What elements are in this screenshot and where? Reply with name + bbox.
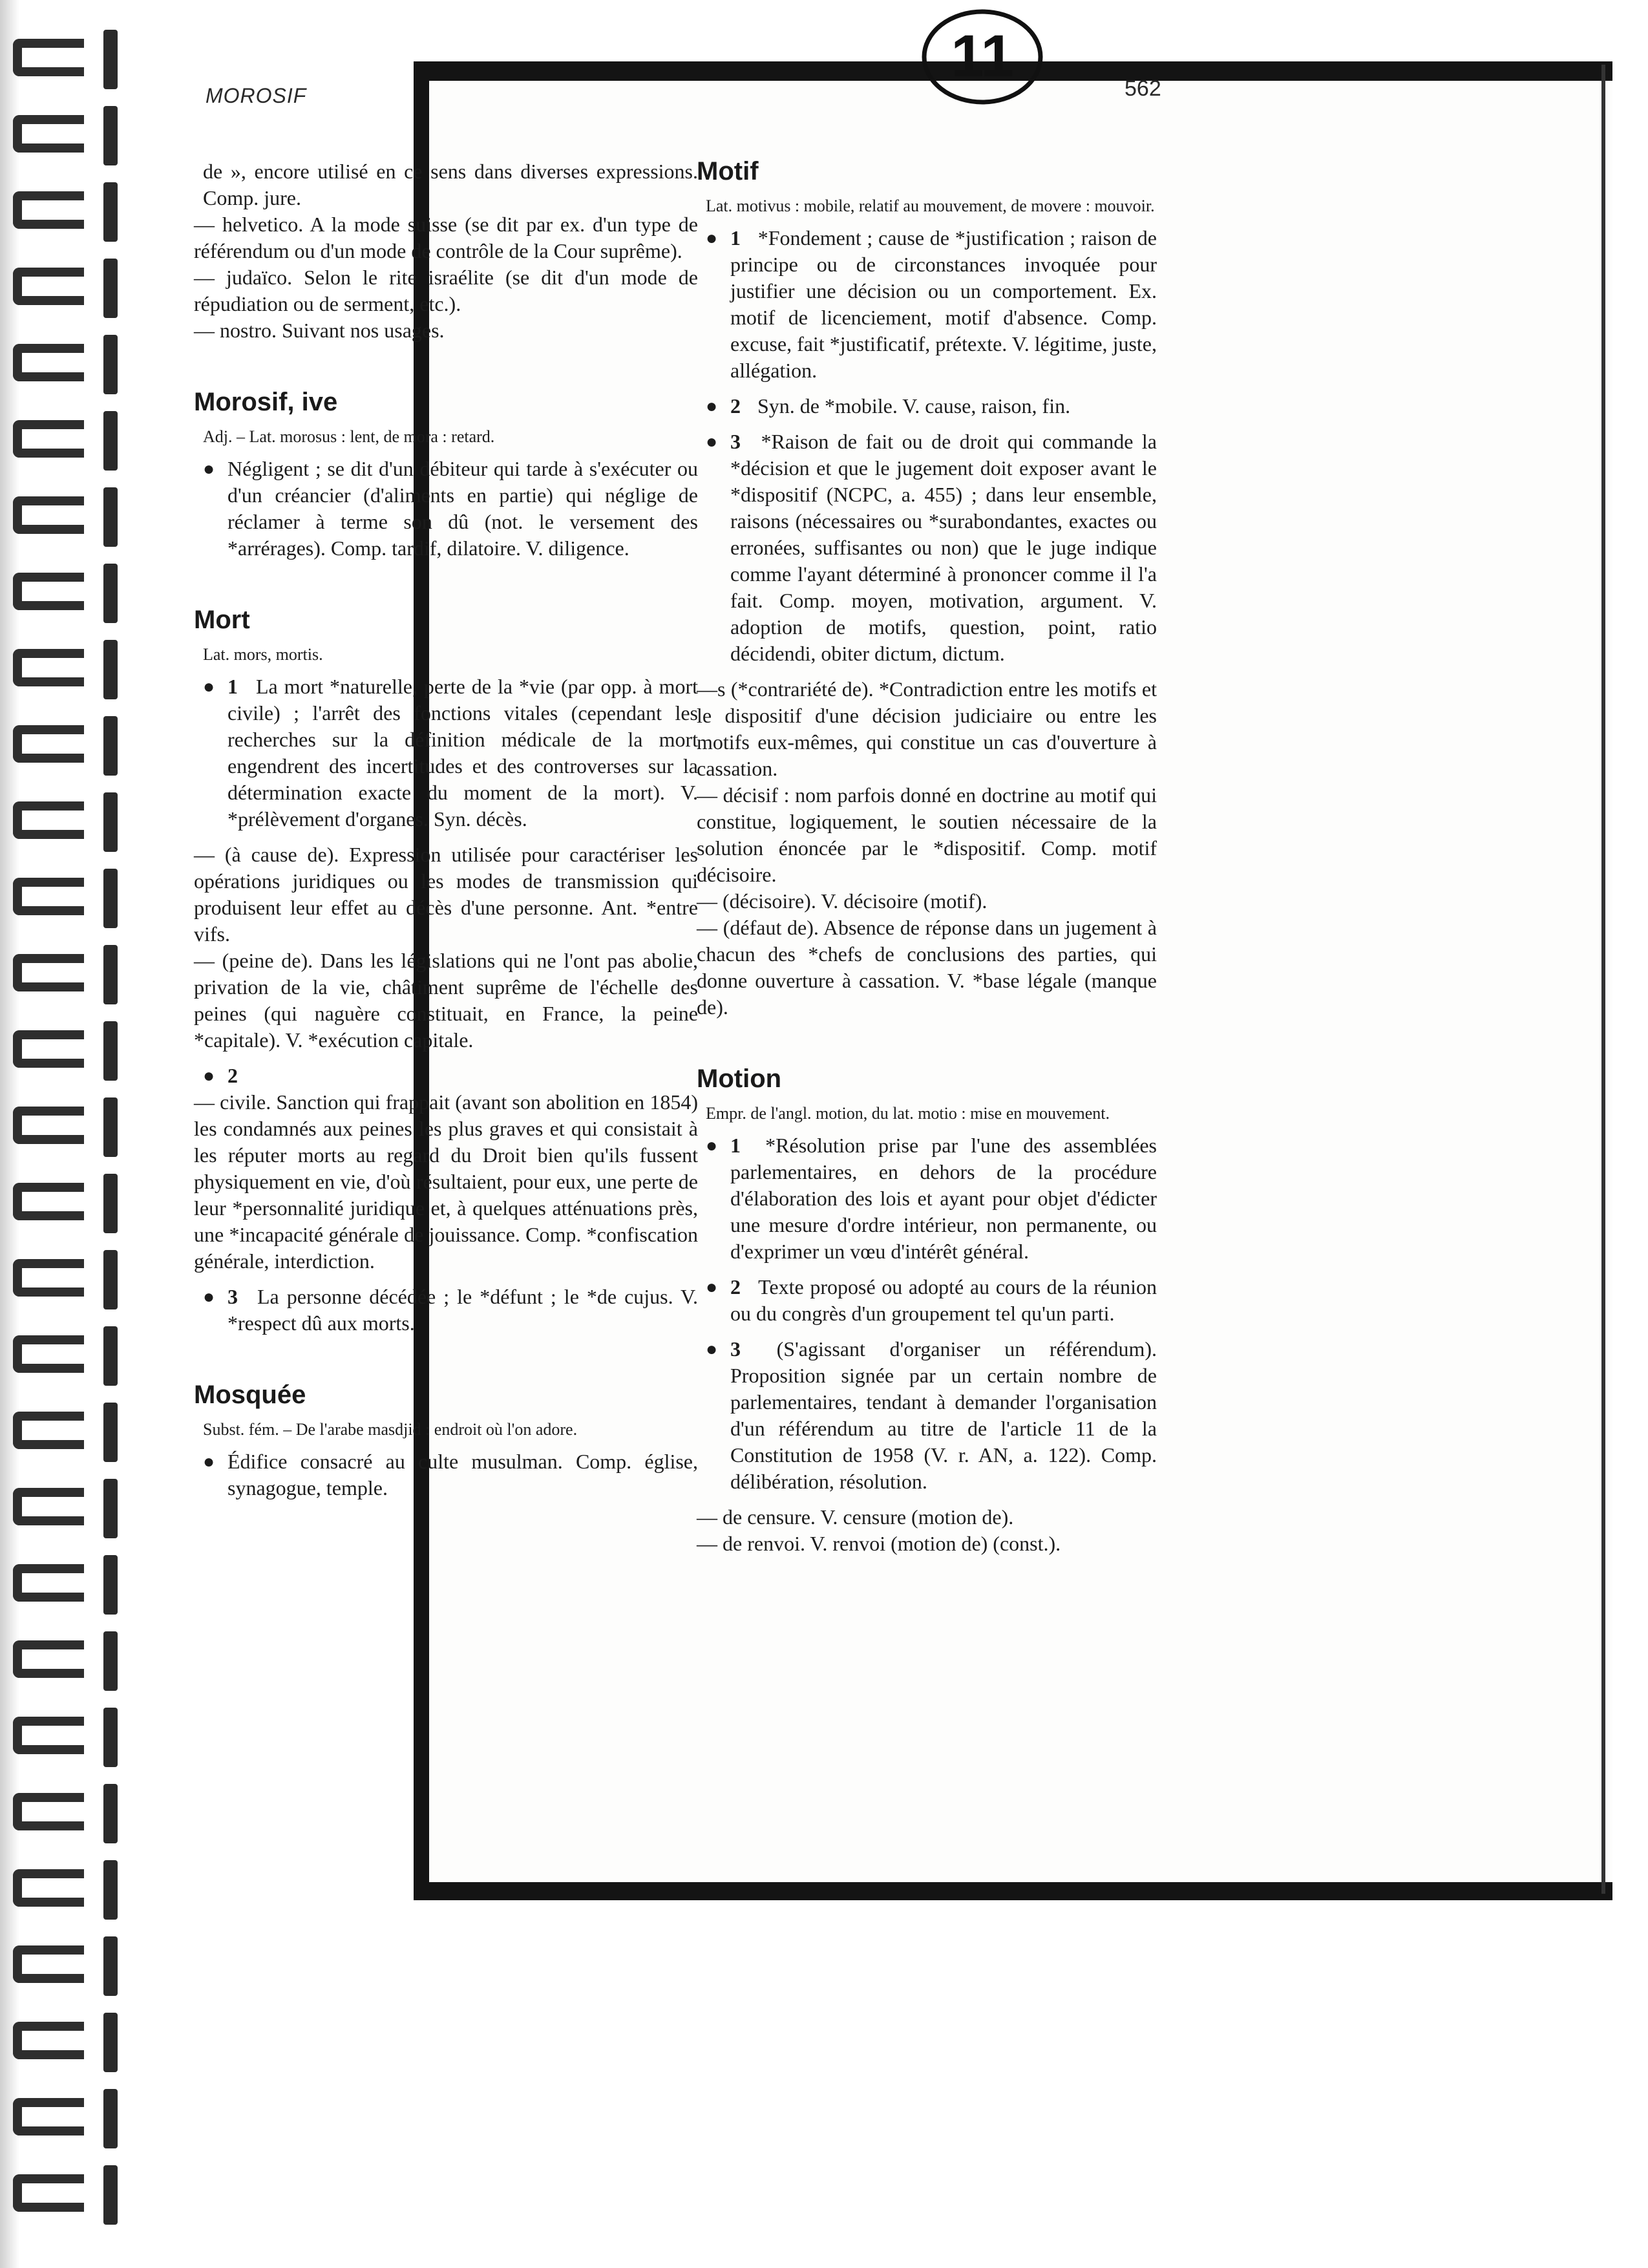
binding-ring bbox=[13, 801, 120, 839]
bullet-icon: ● bbox=[203, 676, 215, 697]
ring-curve bbox=[13, 344, 84, 381]
ring-post bbox=[103, 640, 118, 699]
ring-post bbox=[103, 411, 118, 471]
sense-text: (S'agissant d'organiser un référendum). Proposition signée par un certain nombre de parlementaires, tendant à demander l'organisation d'un référendum au titre de l'article 11 de la Constitution de 1958 (V. r. AN, a. 122). Comp. délibération, résolution. bbox=[730, 1337, 1157, 1493]
binding-ring bbox=[13, 1259, 120, 1297]
binding-ring bbox=[13, 1869, 120, 1907]
ring-post bbox=[103, 1936, 118, 1996]
ring-curve bbox=[13, 1564, 84, 1602]
page-number: 562 bbox=[1125, 76, 1161, 101]
binding-ring bbox=[13, 1412, 120, 1449]
bullet-icon: ● bbox=[706, 431, 718, 452]
ring-curve bbox=[13, 1412, 84, 1449]
ring-curve bbox=[13, 573, 84, 610]
binding-ring bbox=[13, 1564, 120, 1602]
sense bbox=[194, 1284, 698, 1337]
etymology: Lat. mors, mortis. bbox=[203, 645, 323, 664]
ring-post bbox=[103, 106, 118, 165]
binding-ring bbox=[13, 1640, 120, 1678]
ring-post bbox=[103, 30, 118, 89]
ring-post bbox=[103, 182, 118, 242]
ring-post bbox=[103, 1021, 118, 1081]
spiral-binding bbox=[0, 0, 129, 2268]
ring-curve bbox=[13, 725, 84, 763]
ring-post bbox=[103, 2165, 118, 2225]
sub-entry: — (défaut de). Absence de réponse dans un jugement à chacun des *chefs de conclusions des parties, qui donne ouverture à cassation. V. *base légale (manque de). bbox=[697, 916, 1157, 1019]
binding-ring bbox=[13, 39, 120, 76]
ring-curve bbox=[13, 1183, 84, 1220]
ring-curve bbox=[13, 1488, 84, 1525]
sub-entry: — (décisoire). V. décisoire (motif). bbox=[697, 889, 988, 913]
headword-motion: Motion bbox=[697, 1065, 782, 1093]
sense-number: 2 bbox=[227, 1064, 238, 1087]
binding-ring bbox=[13, 1335, 120, 1373]
ring-post bbox=[103, 487, 118, 547]
sense-number: 2 bbox=[730, 394, 741, 418]
ring-curve bbox=[13, 2098, 84, 2136]
ring-curve bbox=[13, 39, 84, 76]
ring-post bbox=[103, 2013, 118, 2072]
headword-mort: Mort bbox=[194, 606, 250, 634]
etymology: Subst. fém. – De l'arabe masdjid : endroit où l'on adore. bbox=[203, 1420, 578, 1439]
binding-ring bbox=[13, 573, 120, 610]
continued-text: de », encore utilisé en ce sens dans diverses expressions. Comp. jure. bbox=[203, 160, 698, 209]
ring-curve bbox=[13, 649, 84, 686]
left-column bbox=[194, 158, 698, 1510]
ring-curve bbox=[13, 2174, 84, 2212]
sense-text: *Fondement ; cause de *justification ; raison de principe ou de circonstances invoquée pour justifier une décision ou un comportement. Ex. motif de licenciement, motif d'absence. Comp. excuse, fait *justificatif, prétexte. V. légitime, juste, allégation. bbox=[730, 226, 1157, 382]
ring-post bbox=[103, 1555, 118, 1615]
ring-curve bbox=[13, 496, 84, 534]
sense-text: *Résolution prise par l'une des assemblées parlementaires, en dehors de la procédure d'élaboration des lois et ayant pour objet d'édicter une mesure d'ordre intérieur, non permanente, ou d'exprimer un vœu d'intérêt général. bbox=[730, 1134, 1157, 1263]
sense bbox=[697, 429, 1157, 667]
binding-ring bbox=[13, 2174, 120, 2212]
ring-curve bbox=[13, 420, 84, 458]
sense bbox=[697, 393, 1157, 419]
binding-ring bbox=[13, 420, 120, 458]
ring-post bbox=[103, 259, 118, 318]
headword-morosif: Morosif, ive bbox=[194, 388, 338, 416]
ring-post bbox=[103, 792, 118, 852]
ring-post bbox=[103, 1631, 118, 1691]
ring-curve bbox=[13, 1107, 84, 1144]
etymology: Empr. de l'angl. motion, du lat. motio : mise en mouvement. bbox=[706, 1104, 1110, 1123]
sense bbox=[697, 1132, 1157, 1265]
ring-post bbox=[103, 945, 118, 1004]
ring-post bbox=[103, 1174, 118, 1233]
binding-ring bbox=[13, 1488, 120, 1525]
sense-number: 3 bbox=[730, 430, 741, 453]
binding-ring bbox=[13, 954, 120, 991]
bullet-icon: ● bbox=[706, 1135, 718, 1156]
sense-text: La mort *naturelle, perte de la *vie (par opp. à mort civile) ; l'arrêt des fonctions vitales (cependant les recherches sur la définition médicale de la mort engendrent des incertitudes et des controverses sur la détermination exacte du moment de la mort). V. *prélèvement d'organes. Syn. décès. bbox=[227, 675, 699, 831]
sub-entry: — de censure. V. censure (motion de). bbox=[697, 1505, 1014, 1529]
ring-post bbox=[103, 1860, 118, 1920]
sense-text: Texte proposé ou adopté au cours de la réunion ou du congrès d'un groupement tel qu'un parti. bbox=[730, 1275, 1157, 1325]
sense-number: 3 bbox=[730, 1337, 741, 1361]
sense-text: *Raison de fait ou de droit qui commande la *décision et que le jugement doit exposer avant le *dispositif (NCPC, a. 455) ; dans leur ensemble, raisons (nécessaires ou *surabondantes, exactes ou erronées, suffisantes ou non) que le juge indique comme l'ayant déterminé à prononcer comme il l'a fait. Comp. moyen, motivation, argument. V. adoption de motifs, question, point, ratio décidendi, obiter dictum, dictum. bbox=[730, 430, 1157, 665]
ring-curve bbox=[13, 1945, 84, 1983]
sense bbox=[194, 1063, 698, 1089]
sub-entry: — nostro. Suivant nos usages. bbox=[194, 319, 445, 342]
binding-ring bbox=[13, 2098, 120, 2136]
ring-curve bbox=[13, 954, 84, 991]
bullet-icon: ● bbox=[706, 228, 718, 249]
binding-ring bbox=[13, 1793, 120, 1830]
binding-ring bbox=[13, 2022, 120, 2059]
binding-ring bbox=[13, 496, 120, 534]
sense bbox=[194, 673, 698, 832]
sense-number: 1 bbox=[227, 675, 238, 698]
binding-ring bbox=[13, 191, 120, 229]
sense bbox=[697, 225, 1157, 384]
ring-post bbox=[103, 1479, 118, 1538]
binding-ring bbox=[13, 1030, 120, 1068]
ring-curve bbox=[13, 1335, 84, 1373]
sub-entry: — (à cause de). Expression utilisée pour caractériser les opérations juridiques ou les modes de transmission qui produisent leur effet au décès d'une personne. Ant. *entre vifs. bbox=[194, 843, 698, 946]
binding-ring bbox=[13, 878, 120, 915]
ring-post bbox=[103, 869, 118, 928]
sub-entry: — judaïco. Selon le rite israélite (se dit d'un mode de répudiation ou de serment, etc.). bbox=[194, 266, 698, 315]
bullet-icon: ● bbox=[203, 1451, 215, 1472]
ring-curve bbox=[13, 115, 84, 153]
ring-curve bbox=[13, 1030, 84, 1068]
sense-number: 2 bbox=[730, 1275, 741, 1298]
ring-curve bbox=[13, 1793, 84, 1830]
headword-mosquee: Mosquée bbox=[194, 1381, 306, 1409]
ring-curve bbox=[13, 1717, 84, 1754]
stamp-text: 11 bbox=[951, 23, 1014, 89]
sub-entry: —s (*contrariété de). *Contradiction entre les motifs et le dispositif d'une décision judiciaire ou entre les motifs eux-mêmes, qui constitue un cas d'ouverture à cassation. bbox=[697, 677, 1157, 780]
bullet-icon: ● bbox=[203, 1065, 215, 1086]
sub-entry: — de renvoi. V. renvoi (motion de) (const.). bbox=[697, 1532, 1061, 1555]
ring-curve bbox=[13, 1869, 84, 1907]
binding-ring bbox=[13, 344, 120, 381]
handwritten-stamp bbox=[911, 0, 1053, 110]
bullet-icon: ● bbox=[706, 1277, 718, 1298]
sense-number: 1 bbox=[730, 226, 741, 249]
ring-curve bbox=[13, 191, 84, 229]
binding-ring bbox=[13, 1717, 120, 1754]
ring-curve bbox=[13, 1259, 84, 1297]
ring-curve bbox=[13, 801, 84, 839]
ring-post bbox=[103, 1403, 118, 1462]
sub-entry: — civile. Sanction qui frappait (avant son abolition en 1854) les condamnés aux peines les plus graves et qui consistait à les réputer morts au regard du Droit bien qu'ils fussent physiquement en vie, d'où résultaient, pour eux, une perte de leur *personnalité juridique et, à quelques atténuations près, une *incapacité générale de jouissance. Comp. *confiscation générale, interdiction. bbox=[194, 1090, 698, 1273]
binding-ring bbox=[13, 268, 120, 305]
right-column bbox=[697, 158, 1157, 1557]
headword-motif: Motif bbox=[697, 157, 759, 185]
binding-ring bbox=[13, 1107, 120, 1144]
sense bbox=[697, 1274, 1157, 1327]
ring-post bbox=[103, 1097, 118, 1157]
binding-ring bbox=[13, 649, 120, 686]
sense bbox=[194, 456, 698, 562]
binding-ring bbox=[13, 115, 120, 153]
binding-ring bbox=[13, 1945, 120, 1983]
sense-text: Négligent ; se dit d'un débiteur qui tarde à s'exécuter ou d'un créancier (d'aliments en partie) qui néglige de réclamer à terme son dû (not. le versement des *arrérages). Comp. tardif, dilatoire. V. diligence. bbox=[227, 457, 698, 560]
ring-post bbox=[103, 1326, 118, 1386]
sense-number: 3 bbox=[227, 1285, 238, 1308]
ring-post bbox=[103, 1784, 118, 1843]
ring-curve bbox=[13, 2022, 84, 2059]
ring-curve bbox=[13, 268, 84, 305]
ring-post bbox=[103, 716, 118, 776]
sense bbox=[194, 1448, 698, 1501]
sub-entry: — helvetico. A la mode suisse (se dit par ex. d'un type de référendum ou d'un mode de contrôle de la Cour suprême). bbox=[194, 213, 698, 262]
sense-text: La personne décédée ; le *défunt ; le *de cujus. V. *respect dû aux morts. bbox=[227, 1285, 699, 1335]
sub-entry: — décisif : nom parfois donné en doctrine au motif qui constitue, logiquement, le soutien nécessaire de la solution énoncée par le *dispositif. Comp. motif décisoire. bbox=[697, 783, 1157, 886]
ring-post bbox=[103, 1250, 118, 1309]
sense-number: 1 bbox=[730, 1134, 741, 1157]
running-header: MOROSIF bbox=[206, 84, 307, 107]
ring-post bbox=[103, 1708, 118, 1767]
bullet-icon: ● bbox=[706, 1339, 718, 1360]
ring-curve bbox=[13, 878, 84, 915]
etymology: Lat. motivus : mobile, relatif au mouvement, de movere : mouvoir. bbox=[706, 196, 1155, 215]
bullet-icon: ● bbox=[203, 1286, 215, 1308]
ring-post bbox=[103, 2089, 118, 2148]
sense bbox=[697, 1336, 1157, 1495]
etymology: Adj. – Lat. morosus : lent, de mora : retard. bbox=[203, 427, 495, 446]
binding-ring bbox=[13, 1183, 120, 1220]
page-edge bbox=[1601, 65, 1605, 1894]
ring-curve bbox=[13, 1640, 84, 1678]
sub-entry: — (peine de). Dans les législations qui ne l'ont pas abolie, privation de la vie, châtiment suprême de l'échelle des peines (qui naguère constituait, en France, la peine *capitale). V. *exécution capitale. bbox=[194, 949, 698, 1052]
ring-post bbox=[103, 564, 118, 623]
binding-ring bbox=[13, 725, 120, 763]
sense-text: Édifice consacré au culte musulman. Comp. église, synagogue, temple. bbox=[227, 1450, 698, 1500]
ring-post bbox=[103, 335, 118, 394]
bullet-icon: ● bbox=[706, 396, 718, 417]
bullet-icon: ● bbox=[203, 458, 215, 480]
sense-text: Syn. de *mobile. V. cause, raison, fin. bbox=[757, 394, 1071, 418]
